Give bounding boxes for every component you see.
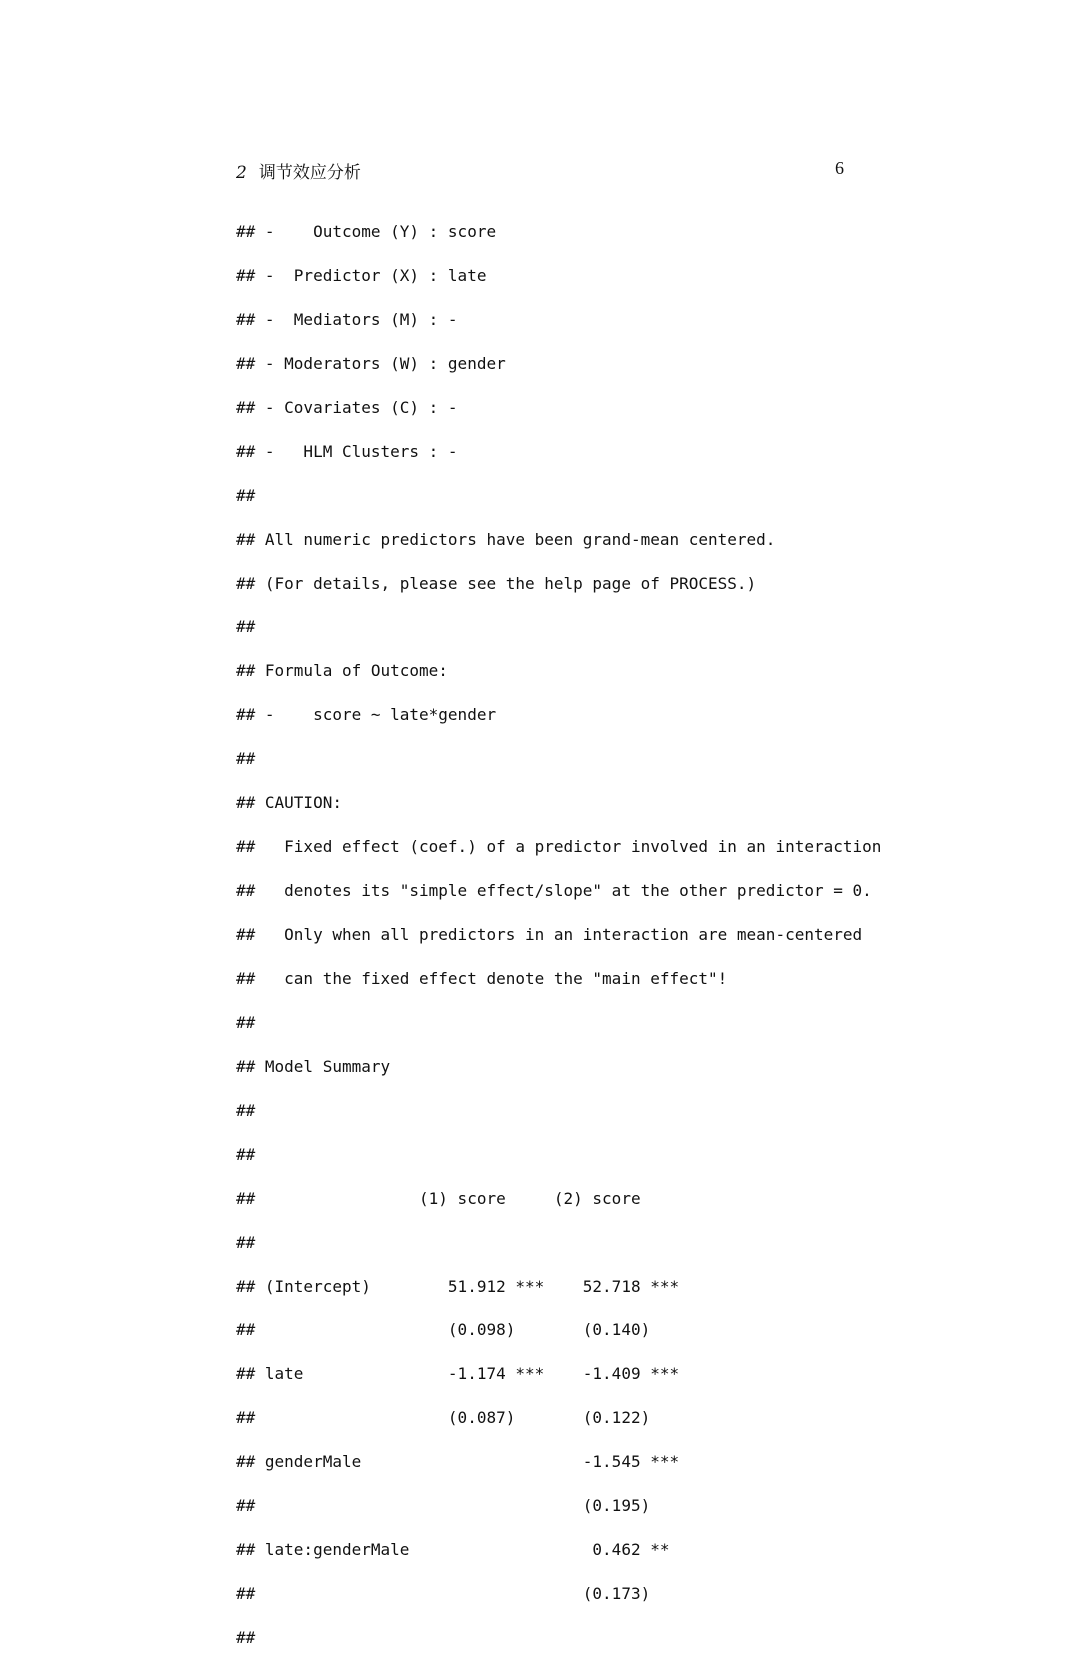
output-line: ## CAUTION: [236,793,342,813]
output-line: ## All numeric predictors have been grand-mean centered. [236,529,776,549]
output-line: ## [236,485,256,505]
output-line: ## Model Summary [236,1056,391,1076]
output-line: ## - Covariates (C) : - [236,397,458,417]
output-line: ## [236,1100,256,1120]
output-line: ## Formula of Outcome: [236,661,448,681]
output-line: ## (Intercept) 51.912 *** 52.718 *** [236,1276,680,1296]
output-line: ## Fixed effect (coef.) of a predictor involved in an interaction [236,837,882,857]
output-line: ## [236,749,256,769]
output-line: ## [236,617,256,637]
output-line: ## - HLM Clusters : - [236,441,458,461]
output-line: ## late -1.174 *** -1.409 *** [236,1364,680,1384]
output-line: ## can the fixed effect denote the "main effect"! [236,968,728,988]
output-line: ## - Outcome (Y) : score [236,222,497,241]
output-line: ## denotes its "simple effect/slope" at the other predictor = 0. [236,881,872,901]
section-number: 2 [236,163,247,183]
output-line: ## (1) score (2) score [236,1188,641,1208]
page-number: 6 [835,158,844,178]
output-line: ## - Moderators (W) : gender [236,353,506,373]
output-line: ## (0.098) (0.140) [236,1320,651,1340]
output-line: ## [236,1144,256,1164]
output-line: ## (0.173) [236,1584,651,1604]
output-line: ## (0.195) [236,1496,651,1516]
output-line: ## (0.087) (0.122) [236,1408,651,1428]
output-line: ## (For details, please see the help page of PROCESS.) [236,573,757,593]
output-line: ## genderMale -1.545 *** [236,1452,680,1472]
output-line: ## - Mediators (M) : - [236,309,458,329]
output-line: ## - score ~ late*gender [236,705,497,725]
output-line: ## [236,1012,256,1032]
page-header [236,158,844,184]
r-console-output [236,218,881,1668]
output-line: ## [236,1232,256,1252]
section-title: 调节效应分析 [258,163,361,183]
output-line: ## [236,1628,256,1647]
output-line: ## late:genderMale 0.462 ** [236,1540,670,1560]
output-line: ## - Predictor (X) : late [236,265,487,285]
section-heading [236,158,361,183]
output-line: ## Only when all predictors in an interaction are mean-centered [236,925,863,944]
